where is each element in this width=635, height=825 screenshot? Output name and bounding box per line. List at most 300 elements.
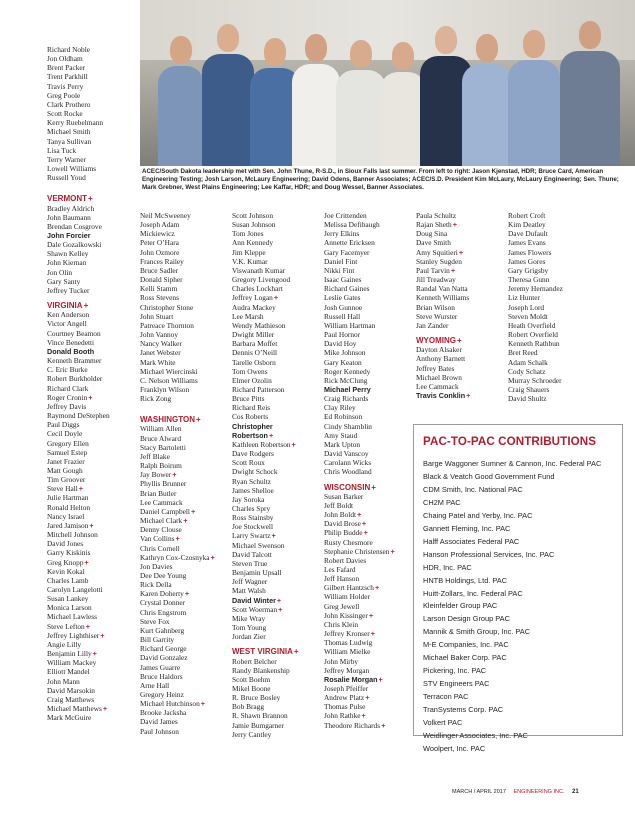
- member-name-text: Dennis O’Neill: [232, 348, 278, 358]
- member-name-text: Brooke Jacksha: [140, 708, 187, 718]
- member-name: [47, 173, 110, 182]
- member-name-text: Audra Mackey: [232, 302, 276, 312]
- member-name: [47, 548, 110, 557]
- member-name-text: Paul Johnson: [140, 726, 179, 736]
- state-heading: [232, 647, 299, 656]
- pac-item: Weidlinger Associates, Inc. PAC: [423, 731, 528, 741]
- member-name: [324, 348, 395, 357]
- plus-icon: +: [466, 391, 471, 401]
- member-name-text: Tom Young: [232, 623, 267, 633]
- pac-item: Michael Baker Corp. PAC: [423, 653, 507, 663]
- pac-item: Kleinfelder Group PAC: [423, 601, 498, 611]
- member-name: [47, 127, 110, 136]
- member-name: [47, 365, 110, 374]
- member-name-text: Bret Reed: [508, 348, 538, 358]
- member-name-text: Richard Gaines: [324, 284, 370, 294]
- plus-icon: +: [390, 546, 395, 556]
- member-name-text: Robert Burkholder: [47, 374, 103, 384]
- member-name-text: Lee Cammack: [140, 497, 183, 507]
- member-name: [47, 612, 110, 621]
- member-name: [324, 339, 395, 348]
- member-name-text: Clark Prothero: [47, 99, 91, 109]
- pac-title: PAC-TO-PAC CONTRIBUTIONS: [423, 435, 597, 448]
- plus-icon: +: [190, 506, 196, 516]
- member-name: [324, 275, 395, 284]
- pac-item: Black & Veatch Good Government Fund: [423, 471, 555, 481]
- member-name: [232, 730, 299, 739]
- issue-date: MARCH / APRIL 2017: [452, 789, 506, 795]
- member-name: [324, 657, 395, 666]
- member-name-text: Murray Schroeder: [508, 375, 562, 385]
- member-name: [324, 611, 395, 620]
- member-name-text: David Marsokin: [47, 685, 95, 695]
- member-name-text: Kathleen Robertson: [232, 439, 291, 449]
- person-figure: [202, 24, 254, 166]
- member-name-text: Chris Woodland: [324, 467, 372, 477]
- member-name: [140, 626, 215, 635]
- member-name: [47, 448, 110, 457]
- member-name-text: Mark Upton: [324, 439, 361, 449]
- member-name-text: Angie Lilly: [47, 639, 82, 649]
- name-column-3: [232, 211, 299, 739]
- plus-icon: +: [175, 534, 180, 544]
- member-name: [140, 562, 215, 571]
- state-heading-label: VERMONT: [47, 194, 87, 204]
- member-name: [324, 528, 395, 537]
- member-name: [47, 277, 110, 286]
- member-name: [324, 257, 395, 266]
- member-name-text: Gary Grigsby: [508, 265, 549, 275]
- member-name-text: Gary Keaton: [324, 357, 362, 367]
- member-name-text: Benjamin Lilly: [47, 649, 92, 659]
- member-name-text: Kenneth Rathbun: [508, 339, 560, 349]
- member-name: [47, 622, 110, 631]
- state-heading: [416, 336, 470, 345]
- member-name: [416, 220, 470, 229]
- member-name: [324, 220, 395, 229]
- member-name: [47, 54, 110, 63]
- member-name: [324, 492, 395, 501]
- member-name: [232, 422, 299, 431]
- member-name: [232, 348, 299, 357]
- plus-icon: +: [100, 630, 105, 640]
- plus-icon: +: [268, 430, 274, 440]
- member-name: [416, 321, 470, 330]
- member-name: [140, 498, 215, 507]
- member-name: [324, 358, 395, 367]
- member-name: [508, 312, 563, 321]
- member-name-text: Joseph Adam: [140, 220, 180, 230]
- member-name-text: Jon Olin: [47, 267, 73, 277]
- member-name-text: Viswanath Kumar: [232, 265, 286, 275]
- member-name: [47, 475, 110, 484]
- member-name: [140, 544, 215, 553]
- photo-caption: ACEC/South Dakota leadership met with Sen. John Thune, R-S.D., in Sioux Falls last summer. From left to right: Jason Kjenstad, HDR; Bruce Card, American Engineering Testing; Josh Larson, McLaury Engineering; David Odens, Banner Associates; ACEC/S.D. President Kim McLaury, McLaury Engineering; Sen. Thune; Mark Grebner, West Plains Engineering; Lee Kaffar, HDR; and Doug Wessel, Banner Associates.: [142, 168, 619, 192]
- member-name-text: Greg Poole: [47, 90, 81, 100]
- member-name-text: Michael Lawless: [47, 612, 97, 622]
- member-name-text: Tom Owens: [232, 366, 268, 376]
- member-name-text: Jon Davies: [140, 561, 173, 571]
- member-name-text: Les Fafard: [324, 564, 356, 574]
- member-name-text: Amy Staud: [324, 430, 358, 440]
- name-column-2: [140, 211, 215, 736]
- member-name: [416, 238, 470, 247]
- member-name: [140, 284, 215, 293]
- pac-item: Huitt-Zollars, Inc. Federal PAC: [423, 588, 523, 598]
- member-name: [324, 431, 395, 440]
- member-name-text: Richard Clark: [47, 383, 89, 393]
- person-torso: [158, 66, 204, 166]
- member-name-text: Theresa Gunn: [508, 275, 550, 285]
- member-name: [324, 422, 395, 431]
- member-name-text: Cody Schatz: [508, 366, 546, 376]
- member-name-text: Van Collins: [140, 534, 175, 544]
- member-name-text: Michael Smith: [47, 127, 91, 137]
- member-name-text: Ed Robinson: [324, 412, 363, 422]
- member-name-text: Jay Bower: [140, 470, 172, 480]
- member-name-text: Stephanie Christensen: [324, 546, 390, 556]
- member-name: [508, 284, 563, 293]
- member-name-text: R. Bruce Bosley: [232, 693, 281, 703]
- member-name-text: Michael Brown: [416, 372, 462, 382]
- member-name-text: Paula Schultz: [416, 211, 457, 220]
- member-name: [508, 330, 563, 339]
- member-name-text: Paul Diggs: [47, 420, 80, 430]
- member-name-text: Michael Clark: [140, 516, 183, 526]
- member-name: [508, 220, 563, 229]
- member-name-text: David Brose: [324, 519, 361, 529]
- member-name: [324, 565, 395, 574]
- member-name-text: Lowell Williams: [47, 164, 97, 174]
- member-name: [47, 558, 110, 567]
- pac-item: HNTB Holdings, Ltd. PAC: [423, 575, 508, 585]
- member-name-text: Jeremy Hernandez: [508, 284, 563, 294]
- member-name-text: Dwight Miller: [232, 330, 275, 340]
- member-name-text: David Jones: [47, 539, 84, 549]
- member-name: [508, 257, 563, 266]
- member-name-text: Dave Smith: [416, 238, 451, 248]
- member-name: [47, 484, 110, 493]
- member-name-text: Jordan Zier: [232, 632, 266, 642]
- member-name-text: Bruce Pitts: [232, 394, 265, 404]
- member-name: [140, 376, 215, 385]
- member-name: [140, 580, 215, 589]
- person-head: [435, 26, 457, 54]
- member-name-text: Ronald Helton: [47, 502, 91, 512]
- person-torso: [560, 51, 620, 166]
- member-name-text: Bruce Haldors: [140, 671, 183, 681]
- member-name: [416, 284, 470, 293]
- member-name: [140, 598, 215, 607]
- member-name: [140, 321, 215, 330]
- member-name: [232, 458, 299, 467]
- member-name-text: Jeff Wagner: [232, 577, 268, 587]
- member-name: [508, 394, 563, 403]
- member-name-text: Jeffrey Bates: [416, 363, 455, 373]
- member-name-text: Mark White: [140, 357, 176, 367]
- member-name-text: Jill Treadway: [416, 275, 456, 285]
- member-name-text: David Hoy: [324, 339, 357, 349]
- member-name: [47, 231, 110, 240]
- member-name-text: Bob Bragg: [232, 702, 265, 712]
- member-name-text: Nancy Israel: [47, 511, 85, 521]
- member-name-text: Gregory Livengood: [232, 275, 291, 285]
- member-name-text: Ann Kennedy: [232, 238, 273, 248]
- member-name-text: Larry Swartz: [232, 531, 271, 541]
- member-name-text: Garry Kiskinis: [47, 548, 91, 558]
- member-name: [47, 567, 110, 576]
- member-name: [324, 367, 395, 376]
- member-name: [232, 376, 299, 385]
- member-name: [140, 424, 215, 433]
- member-name: [232, 522, 299, 531]
- pac-item: Hanson Professional Services, Inc. PAC: [423, 549, 555, 559]
- member-name: [140, 635, 215, 644]
- member-name: [232, 220, 299, 229]
- member-name: [232, 504, 299, 513]
- member-name: [324, 711, 395, 720]
- member-name: [47, 420, 110, 429]
- member-name: [140, 238, 215, 247]
- member-name-text: Barbara Moffet: [232, 339, 278, 349]
- member-name: [140, 690, 215, 699]
- member-name-text: Scott Woerman: [232, 604, 278, 614]
- member-name-text: Mikel Boone: [232, 684, 271, 694]
- member-name-text: Ross Stevens: [140, 293, 179, 303]
- member-name: [324, 330, 395, 339]
- state-heading: [47, 301, 110, 310]
- member-name-text: Monica Larson: [47, 603, 92, 613]
- member-name-text: Shawn Kelley: [47, 249, 89, 259]
- pac-item: Pickering, Inc. PAC: [423, 666, 487, 676]
- member-name: [47, 667, 110, 676]
- member-name-text: Jay Soroka: [232, 494, 265, 504]
- member-name-text: R. Shawn Brannon: [232, 711, 288, 721]
- member-name: [508, 358, 563, 367]
- member-name: [324, 248, 395, 257]
- member-name-text: Philip Budde: [324, 528, 363, 538]
- member-name-text: Mike Wray: [232, 613, 266, 623]
- member-name: [47, 118, 110, 127]
- member-name-text: Heath Overfield: [508, 320, 556, 330]
- plus-icon: +: [452, 220, 457, 230]
- person-head: [264, 38, 286, 66]
- member-name: [140, 699, 215, 708]
- member-name: [140, 275, 215, 284]
- member-name-text: Joe Crittenden: [324, 211, 367, 220]
- member-name: [324, 211, 395, 220]
- member-name: [324, 403, 395, 412]
- member-name: [416, 257, 470, 266]
- member-name: [47, 466, 110, 475]
- member-name-text: Dave Dufault: [508, 229, 548, 239]
- member-name: [140, 489, 215, 498]
- member-name: [324, 702, 395, 711]
- member-name-text: Courtney Beamon: [47, 328, 101, 338]
- member-name: [47, 240, 110, 249]
- member-name-text: Christopher: [232, 421, 273, 431]
- member-name: [232, 339, 299, 348]
- member-name-text: Gregory Ellen: [47, 438, 89, 448]
- member-name-text: Brent Packer: [47, 63, 86, 73]
- member-name: [508, 367, 563, 376]
- member-name: [47, 146, 110, 155]
- member-name-text: Matt Walsh: [232, 586, 266, 596]
- pac-item: CDM Smith, Inc. National PAC: [423, 484, 523, 494]
- member-name-text: Greg Jewell: [324, 601, 360, 611]
- member-name-text: Dwight Schock: [232, 467, 278, 477]
- member-name-text: Randal Van Natta: [416, 284, 468, 294]
- member-name-text: Travis Conklin: [416, 391, 466, 401]
- member-name: [324, 602, 395, 611]
- member-name: [508, 238, 563, 247]
- member-name: [47, 258, 110, 267]
- member-name-text: Craig Richards: [324, 394, 369, 404]
- group-photo: [140, 0, 635, 166]
- member-name-text: Tanya Sullivan: [47, 136, 92, 146]
- member-name: [232, 711, 299, 720]
- member-name: [232, 266, 299, 275]
- member-name-text: Jim Kleppe: [232, 247, 266, 257]
- member-name: [47, 695, 110, 704]
- state-heading: [324, 483, 395, 492]
- member-name-text: Kenneth Williams: [416, 293, 470, 303]
- member-name: [508, 293, 563, 302]
- member-name-text: Charles Spry: [232, 504, 271, 513]
- member-name: [47, 439, 110, 448]
- person-torso: [508, 60, 560, 166]
- member-name: [324, 647, 395, 656]
- pac-item: Halff Associates Federal PAC: [423, 536, 520, 546]
- member-name-text: Michael Wiercinski: [140, 366, 198, 376]
- member-name-text: Craig Matthews: [47, 694, 95, 704]
- person-head: [350, 40, 372, 68]
- member-name: [324, 312, 395, 321]
- member-name: [232, 702, 299, 711]
- member-name-text: Liz Hunter: [508, 293, 541, 303]
- member-name-text: Bradley Aldrich: [47, 203, 95, 213]
- member-name: [324, 412, 395, 421]
- member-name-text: John Kissinger: [324, 610, 368, 620]
- member-name: [232, 303, 299, 312]
- member-name-text: Cos Roberts: [232, 412, 269, 422]
- member-name-text: Doug Sina: [416, 229, 448, 239]
- member-name-text: Rick Zong: [140, 394, 172, 404]
- member-name: [416, 293, 470, 302]
- member-name: [47, 222, 110, 231]
- member-name-text: Nancy Walker: [140, 339, 182, 349]
- member-name-text: Jeffrey Lighthiser: [47, 630, 100, 640]
- member-name: [324, 556, 395, 565]
- member-name-text: Rick McClung: [324, 375, 368, 385]
- member-name-text: Charles Lockhart: [232, 284, 283, 294]
- member-name: [47, 82, 110, 91]
- member-name-text: Jeff Hanson: [324, 574, 360, 584]
- member-name: [232, 568, 299, 577]
- member-name: [140, 394, 215, 403]
- member-name-text: David Shultz: [508, 394, 547, 404]
- member-name: [47, 155, 110, 164]
- member-name: [324, 284, 395, 293]
- member-name: [47, 319, 110, 328]
- member-name: [140, 534, 215, 543]
- member-name: [232, 541, 299, 550]
- member-name-text: John Kiernan: [47, 258, 87, 268]
- person-head: [217, 24, 239, 52]
- member-name-text: John Boldt: [324, 510, 357, 520]
- member-name-text: Annette Ericksen: [324, 238, 375, 248]
- pac-item: TranSystems Corp. PAC: [423, 705, 504, 715]
- member-name-text: Craig Shauers: [508, 384, 550, 394]
- member-name-text: V.K. Kumar: [232, 256, 268, 266]
- plus-icon: +: [368, 610, 374, 620]
- pac-contributions-box: [413, 424, 623, 753]
- member-name: [232, 257, 299, 266]
- member-name: [324, 583, 395, 592]
- member-name: [416, 303, 470, 312]
- member-name-text: Bill Garrity: [140, 635, 175, 645]
- member-name-text: James Flowers: [508, 247, 552, 257]
- member-name: [324, 229, 395, 238]
- member-name: [508, 385, 563, 394]
- member-name-text: Richard George: [140, 644, 187, 654]
- member-name: [140, 653, 215, 662]
- member-name-text: Jerry Elkins: [324, 229, 360, 239]
- member-name: [232, 394, 299, 403]
- member-name: [140, 717, 215, 726]
- plus-icon: +: [357, 510, 362, 520]
- member-name-text: Lee Cammack: [416, 381, 459, 391]
- state-heading-label: WASHINGTON: [140, 415, 195, 425]
- member-name: [140, 330, 215, 339]
- name-column-1: [47, 45, 110, 722]
- member-name-text: Jeff Boldt: [324, 500, 354, 510]
- member-name-text: Janet Frazier: [47, 456, 85, 466]
- plus-icon: +: [88, 392, 93, 402]
- member-name: [47, 338, 110, 347]
- member-name: [324, 376, 395, 385]
- member-name: [47, 594, 110, 603]
- member-name-text: Leslie Gates: [324, 293, 361, 303]
- member-name: [324, 675, 395, 684]
- pac-item: Mannik & Smith Group, Inc. PAC: [423, 627, 531, 637]
- member-name: [140, 672, 215, 681]
- member-name-text: John Vannoy: [140, 330, 179, 340]
- name-column-6: [508, 211, 563, 403]
- member-name: [140, 248, 215, 257]
- member-name-text: Jeffrey Logan: [232, 293, 273, 303]
- plus-icon: +: [83, 301, 89, 311]
- member-name-text: Chris Engstrom: [140, 607, 187, 617]
- member-name: [232, 531, 299, 540]
- member-name: [140, 367, 215, 376]
- member-name: [232, 367, 299, 376]
- member-name-text: Kerry Ruebelmann: [47, 118, 104, 128]
- member-name-text: Scott Roux: [232, 458, 265, 468]
- member-name: [324, 547, 395, 556]
- plus-icon: +: [88, 194, 93, 204]
- member-name-text: Crystal Donner: [140, 598, 186, 608]
- plus-icon: +: [271, 531, 276, 541]
- member-name-text: Richard Noble: [47, 45, 91, 54]
- plus-icon: +: [85, 621, 91, 631]
- plus-icon: +: [363, 528, 368, 538]
- pac-item: Chaing Patel and Yerby, Inc. PAC: [423, 510, 533, 520]
- member-name: [47, 91, 110, 100]
- member-name: [416, 382, 470, 391]
- member-name: [508, 348, 563, 357]
- member-name-text: Theodore Richards: [324, 720, 381, 730]
